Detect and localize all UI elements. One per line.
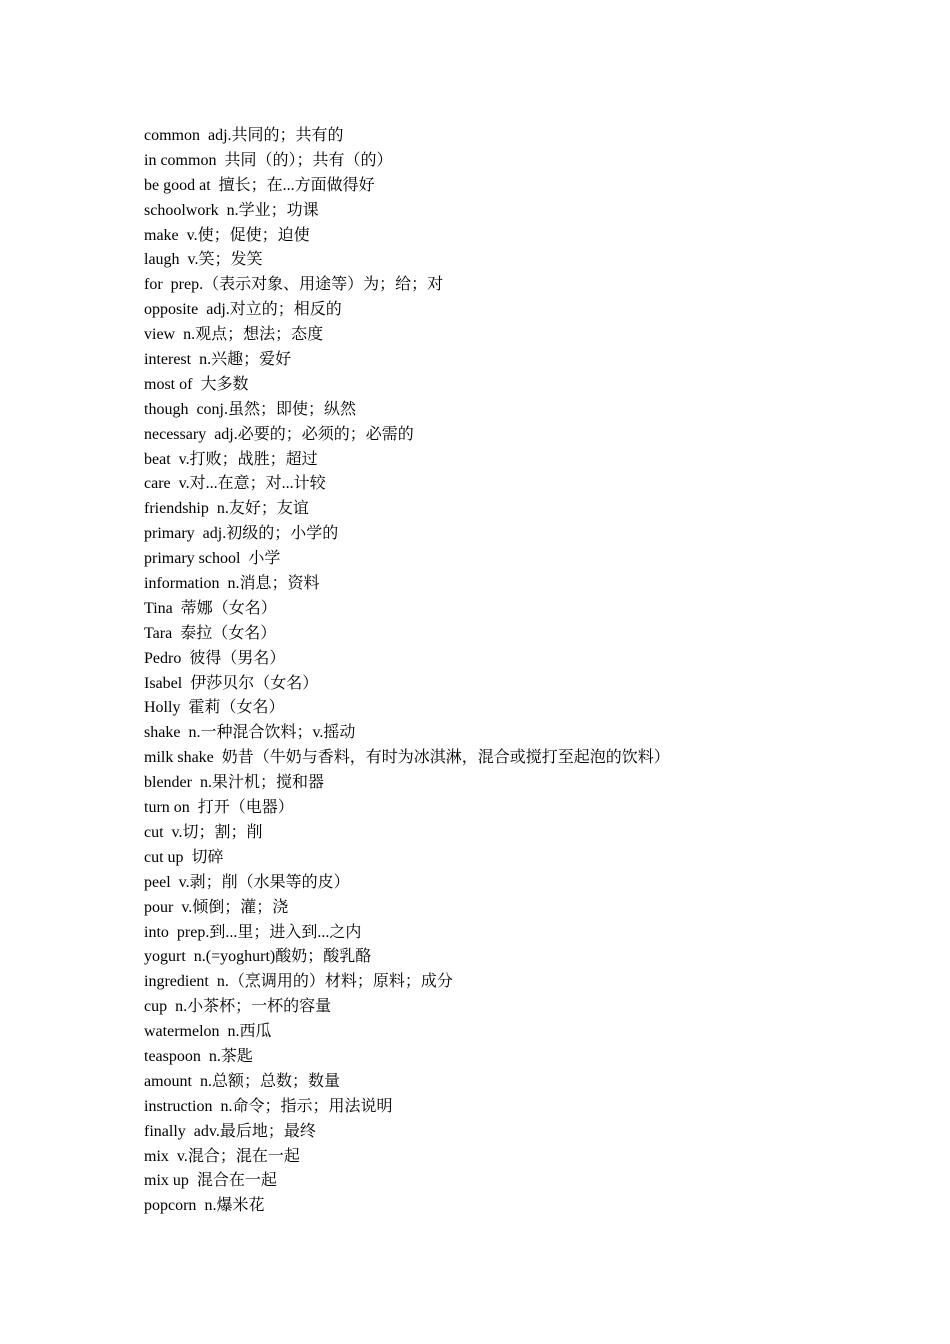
vocab-term: blender [144, 774, 192, 792]
vocab-term: yogurt [144, 948, 186, 966]
vocab-entry [144, 622, 670, 647]
vocab-definition: 蒂娜（女名） [180, 599, 277, 617]
vocab-term: make [144, 226, 179, 244]
vocab-term: be good at [144, 176, 211, 194]
vocab-definition: n.（烹调用的）材料；原料；成分 [216, 973, 453, 991]
vocab-entry [144, 721, 670, 746]
vocab-entry [144, 672, 670, 697]
vocab-definition: n.(=yoghurt)酸奶；酸乳酪 [193, 948, 372, 966]
vocab-term: primary school [144, 550, 241, 568]
vocab-definition: prep.（表示对象、用途等）为；给；对 [170, 276, 444, 294]
vocab-entry [144, 1070, 670, 1095]
vocab-definition: adv.最后地；最终 [193, 1122, 316, 1140]
vocab-definition: v.笑；发笑 [187, 251, 263, 269]
vocab-term: view [144, 326, 176, 344]
vocab-definition: 大多数 [200, 375, 249, 393]
vocab-entry [144, 970, 670, 995]
vocab-definition: n.兴趣；爱好 [199, 351, 292, 369]
vocab-term: most of [144, 375, 193, 393]
vocab-term: beat [144, 450, 171, 468]
vocab-term: Isabel [144, 674, 183, 692]
vocab-definition: n.小茶杯；一杯的容量 [175, 998, 332, 1016]
vocab-definition: adj.对立的；相反的 [206, 301, 342, 319]
vocab-definition: n.爆米花 [204, 1197, 265, 1215]
vocab-entry [144, 1045, 670, 1070]
vocab-definition: 擅长；在...方面做得好 [218, 176, 375, 194]
vocab-entry [144, 846, 670, 871]
vocab-definition: adj.初级的；小学的 [202, 525, 339, 543]
vocab-term: Tara [144, 624, 173, 642]
vocab-term: Tina [144, 599, 173, 617]
vocab-definition: n.总额；总数；数量 [200, 1072, 341, 1090]
vocab-definition: n.友好；友谊 [216, 500, 309, 518]
vocab-entry [144, 398, 670, 423]
vocab-entry [144, 647, 670, 672]
vocab-entry [144, 921, 670, 946]
vocab-definition: v.剥；削（水果等的皮） [178, 873, 350, 891]
vocab-term: schoolwork [144, 201, 219, 219]
vocab-term: finally [144, 1122, 186, 1140]
vocab-term: turn on [144, 799, 190, 817]
vocab-definition: prep.到...里；进入到...之内 [176, 923, 362, 941]
vocab-entry [144, 1169, 670, 1194]
vocab-entry [144, 522, 670, 547]
vocab-definition: 小学 [248, 550, 281, 568]
vocab-term: necessary [144, 425, 207, 443]
vocab-definition: 彼得（男名） [189, 649, 286, 667]
vocab-entry [144, 174, 670, 199]
vocab-definition: 切碎 [191, 848, 224, 866]
vocab-definition: n.消息；资料 [227, 575, 320, 593]
vocab-entry [144, 348, 670, 373]
vocab-term: popcorn [144, 1197, 197, 1215]
vocab-term: mix up [144, 1172, 189, 1190]
vocab-definition: v.使；促使；迫使 [186, 226, 310, 244]
vocab-definition: 伊莎贝尔（女名） [190, 674, 319, 692]
vocab-entry [144, 298, 670, 323]
vocab-term: laugh [144, 251, 180, 269]
vocab-definition: 共同（的）；共有（的） [224, 151, 393, 169]
vocab-entry [144, 572, 670, 597]
vocab-term: ingredient [144, 973, 209, 991]
vocab-term: interest [144, 351, 192, 369]
vocab-entry [144, 1095, 670, 1120]
vocab-definition: n.茶匙 [208, 1047, 253, 1065]
vocab-entry [144, 1194, 670, 1219]
vocab-definition: 奶昔（牛奶与香料，有时为冰淇淋，混合或搅打至起泡的饮料） [221, 749, 670, 767]
vocab-definition: 霍莉（女名） [188, 699, 285, 717]
vocabulary-list [144, 124, 670, 1219]
vocab-entry [144, 597, 670, 622]
vocab-term: milk shake [144, 749, 214, 767]
vocab-term: cut [144, 823, 164, 841]
vocab-definition: n.观点；想法；态度 [183, 326, 324, 344]
vocab-entry [144, 945, 670, 970]
vocab-entry [144, 323, 670, 348]
vocab-definition: n.学业；功课 [226, 201, 319, 219]
vocab-definition: n.命令；指示；用法说明 [220, 1097, 393, 1115]
vocab-term: opposite [144, 301, 199, 319]
vocab-definition: n.果汁机；搅和器 [199, 774, 324, 792]
vocab-term: information [144, 575, 220, 593]
vocab-definition: 混合在一起 [196, 1172, 277, 1190]
vocab-entry [144, 373, 670, 398]
vocab-entry [144, 497, 670, 522]
vocab-entry [144, 149, 670, 174]
vocab-definition: adj.共同的；共有的 [208, 127, 344, 144]
vocab-term: shake [144, 724, 181, 742]
vocab-entry [144, 1020, 670, 1045]
vocab-entry [144, 472, 670, 497]
vocab-term: pour [144, 898, 174, 916]
vocab-entry [144, 224, 670, 249]
vocab-entry [144, 995, 670, 1020]
vocab-term: friendship [144, 500, 209, 518]
vocab-definition: v.对...在意；对...计较 [178, 475, 326, 493]
vocab-entry [144, 746, 670, 771]
vocab-definition: adj.必要的；必须的；必需的 [214, 425, 414, 443]
vocab-term: for [144, 276, 163, 294]
vocab-entry [144, 547, 670, 572]
vocab-term: amount [144, 1072, 192, 1090]
vocab-definition: n.西瓜 [227, 1023, 272, 1041]
vocab-definition: conj.虽然；即使；纵然 [196, 400, 357, 418]
vocab-entry [144, 771, 670, 796]
vocab-definition: v.倾倒；灌；浇 [181, 898, 289, 916]
vocab-term: primary [144, 525, 195, 543]
vocab-definition: 打开（电器） [197, 799, 294, 817]
vocab-definition: v.切；割；削 [171, 823, 263, 841]
vocab-entry [144, 821, 670, 846]
vocab-definition: n.一种混合饮料；v.摇动 [188, 724, 356, 742]
vocab-term: care [144, 475, 171, 493]
vocab-term: Holly [144, 699, 181, 717]
vocab-term: instruction [144, 1097, 213, 1115]
vocab-definition: 泰拉（女名） [180, 624, 277, 642]
vocab-definition: v.打败；战胜；超过 [178, 450, 318, 468]
vocab-term: into [144, 923, 169, 941]
vocab-entry [144, 696, 670, 721]
vocab-entry [144, 871, 670, 896]
vocab-entry [144, 796, 670, 821]
vocab-entry [144, 248, 670, 273]
vocab-entry [144, 273, 670, 298]
vocab-term: mix [144, 1147, 169, 1165]
vocab-term: in common [144, 151, 217, 169]
vocab-term: cut up [144, 848, 184, 866]
vocab-term: watermelon [144, 1023, 220, 1041]
vocab-entry [144, 1145, 670, 1170]
vocab-term: cup [144, 998, 168, 1016]
vocab-term: Pedro [144, 649, 182, 667]
vocab-term: peel [144, 873, 171, 891]
vocab-term: common [144, 127, 200, 144]
vocab-term: teaspoon [144, 1047, 201, 1065]
vocab-term: though [144, 400, 189, 418]
vocab-definition: v.混合；混在一起 [176, 1147, 300, 1165]
vocab-entry [144, 448, 670, 473]
vocab-entry [144, 124, 670, 149]
vocab-entry [144, 199, 670, 224]
vocab-entry [144, 423, 670, 448]
vocab-entry [144, 1120, 670, 1145]
vocab-entry [144, 896, 670, 921]
